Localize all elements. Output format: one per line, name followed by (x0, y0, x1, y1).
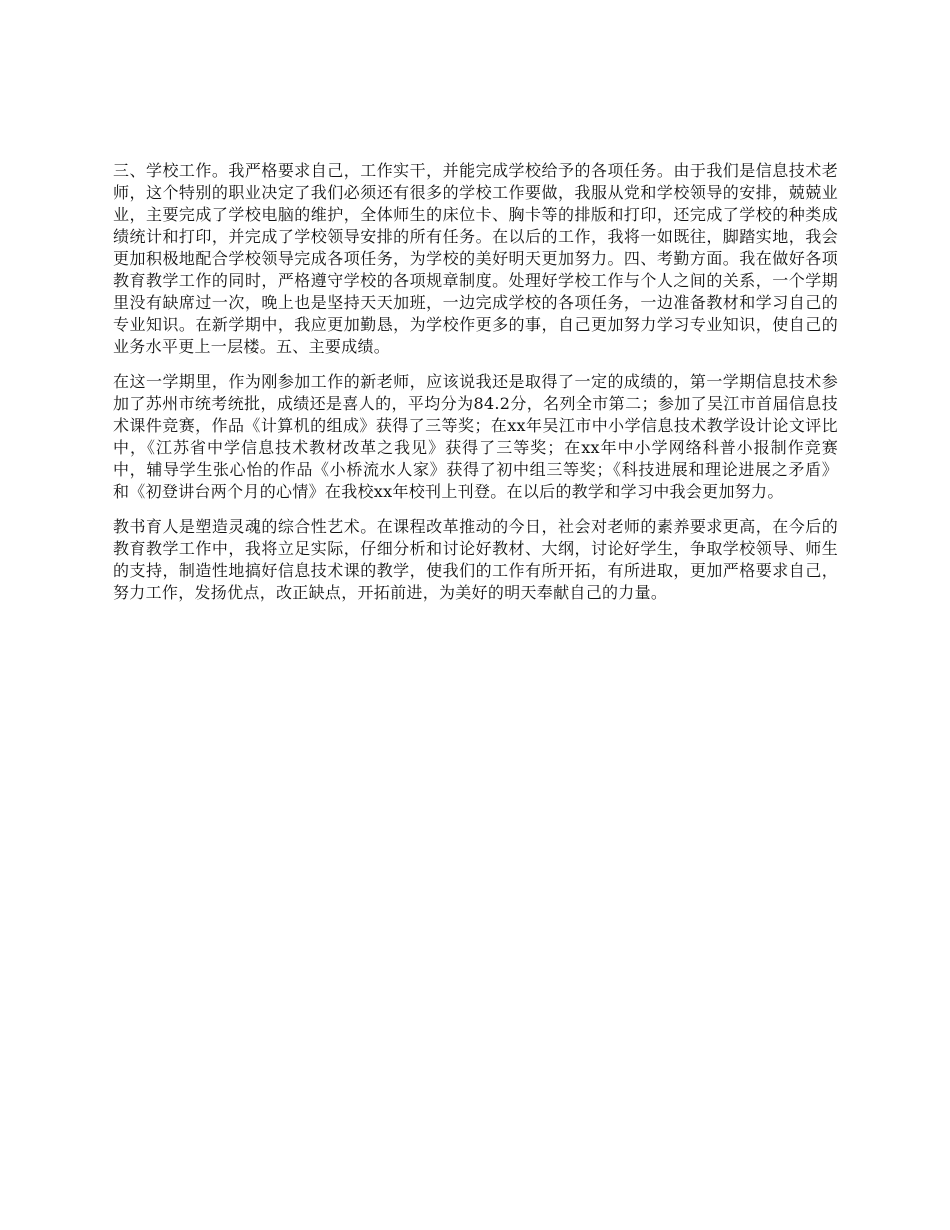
document-body (113, 160, 838, 617)
paragraph-achievements: 在这一学期里，作为刚参加工作的新老师，应该说我还是取得了一定的成绩的，第一学期信息技术参加了苏州市统考统批，成绩还是喜人的，平均分为84.2分，名列全市第二；参加了吴江市首届信息技术课件竞赛，作品《计算机的组成》获得了三等奖；在xx年吴江市中小学信息技术教学设计论文评比中，《江苏省中学信息技术教材改革之我见》获得了三等奖；在xx年中小学网络科普小报制作竞赛中，辅导学生张心怡的作品《小桥流水人家》获得了初中组三等奖；《科技进展和理论进展之矛盾》和《初登讲台两个月的心情》在我校xx年校刊上刊登。在以后的教学和学习中我会更加努力。 (113, 372, 838, 501)
paragraph-work-attendance: 三、学校工作。我严格要求自己，工作实干，并能完成学校给予的各项任务。由于我们是信息技术老师，这个特别的职业决定了我们必须还有很多的学校工作要做，我服从党和学校领导的安排，兢兢业业，主要完成了学校电脑的维护，全体师生的床位卡、胸卡等的排版和打印，还完成了学校的种类成绩统计和打印，并完成了学校领导安排的所有任务。在以后的工作，我将一如既往，脚踏实地，我会更加积极地配合学校领导完成各项任务，为学校的美好明天更加努力。四、考勤方面。我在做好各项教育教学工作的同时，严格遵守学校的各项规章制度。处理好学校工作与个人之间的关系，一个学期里没有缺席过一次，晚上也是坚持天天加班，一边完成学校的各项任务，一边准备教材和学习自己的专业知识。在新学期中，我应更加勤恳，为学校作更多的事，自己更加努力学习专业知识，使自己的业务水平更上一层楼。五、主要成绩。 (113, 161, 838, 356)
paragraph-conclusion: 教书育人是塑造灵魂的综合性艺术。在课程改革推动的今日，社会对老师的素养要求更高，在今后的教育教学工作中，我将立足实际，仔细分析和讨论好教材、大纲，讨论好学生，争取学校领导、师生的支持，制造性地搞好信息技术课的教学，使我们的工作有所开拓，有所进取，更加严格要求自己，努力工作，发扬优点，改正缺点，开拓前进，为美好的明天奉献自己的力量。 (113, 517, 838, 602)
